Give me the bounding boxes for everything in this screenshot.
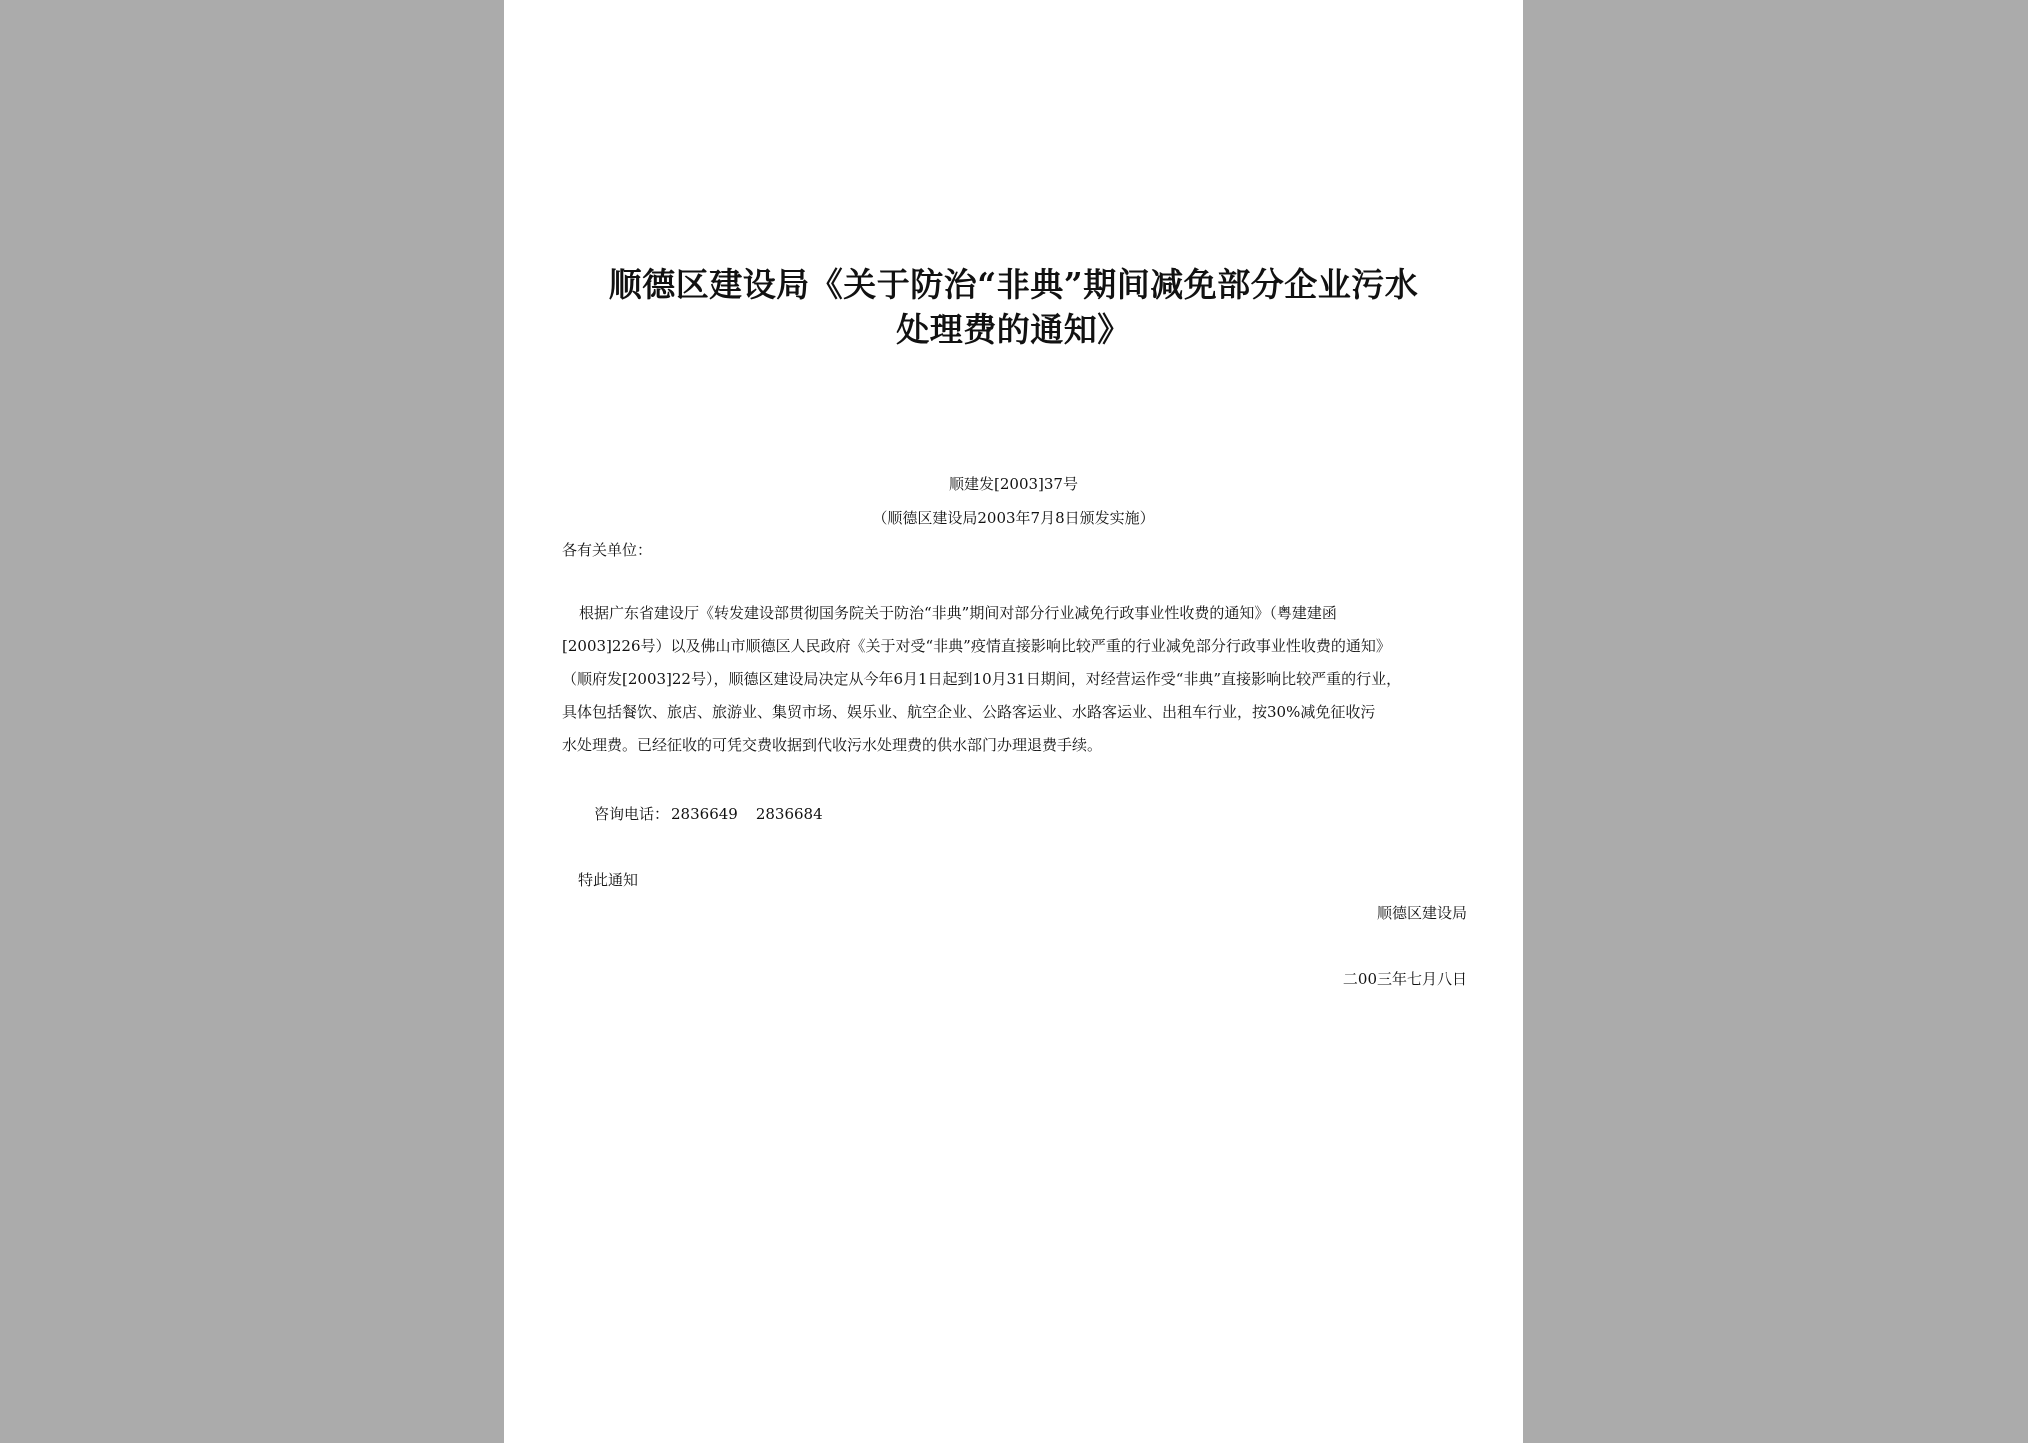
body-line: 具体包括餐饮、旅店、旅游业、集贸市场、娱乐业、航空企业、公路客运业、水路客运业、出租车行业，按30%减免征收污 <box>562 703 1376 721</box>
title-line: 顺德区建设局《关于防治“非典”期间减免部分企业污水 <box>608 265 1419 304</box>
contact-line <box>594 804 823 824</box>
closing-remark: 特此通知 <box>578 871 639 889</box>
body-line: （顺府发[2003]22号），顺德区建设局决定从今年6月1日起到10月31日期间，对经营运作受“非典”直接影响比较严重的行业， <box>562 670 1402 688</box>
document-number: 顺建发[2003]37号 <box>949 475 1078 493</box>
contact-label: 咨询电话： <box>594 805 670 823</box>
title-line: 处理费的通知》 <box>896 310 1131 349</box>
signing-date: 二00三年七月八日 <box>1342 970 1467 988</box>
contact-phone-1: 2836649 <box>671 805 738 823</box>
salutation: 各有关单位： <box>562 541 653 559</box>
body-line: [2003]226号）以及佛山市顺德区人民政府《关于对受“非典”疫情直接影响比较严重的行业减免部分行政事业性收费的通知》 <box>562 637 1391 655</box>
contact-phone-2: 2836684 <box>755 805 823 823</box>
body-line: 根据广东省建设厅《转发建设部贯彻国务院关于防治“非典”期间对部分行业减免行政事业性收费的通知》（粤建建函 <box>579 604 1337 622</box>
body-line: 水处理费。已经征收的可凭交费收据到代收污水处理费的供水部门办理退费手续。 <box>562 736 1103 754</box>
document-page <box>504 0 1523 1443</box>
signer: 顺德区建设局 <box>1376 904 1467 922</box>
document-title <box>554 262 1473 352</box>
body-paragraph <box>562 603 1472 768</box>
issued-note: （顺德区建设局2003年7月8日颁发实施） <box>872 509 1155 527</box>
